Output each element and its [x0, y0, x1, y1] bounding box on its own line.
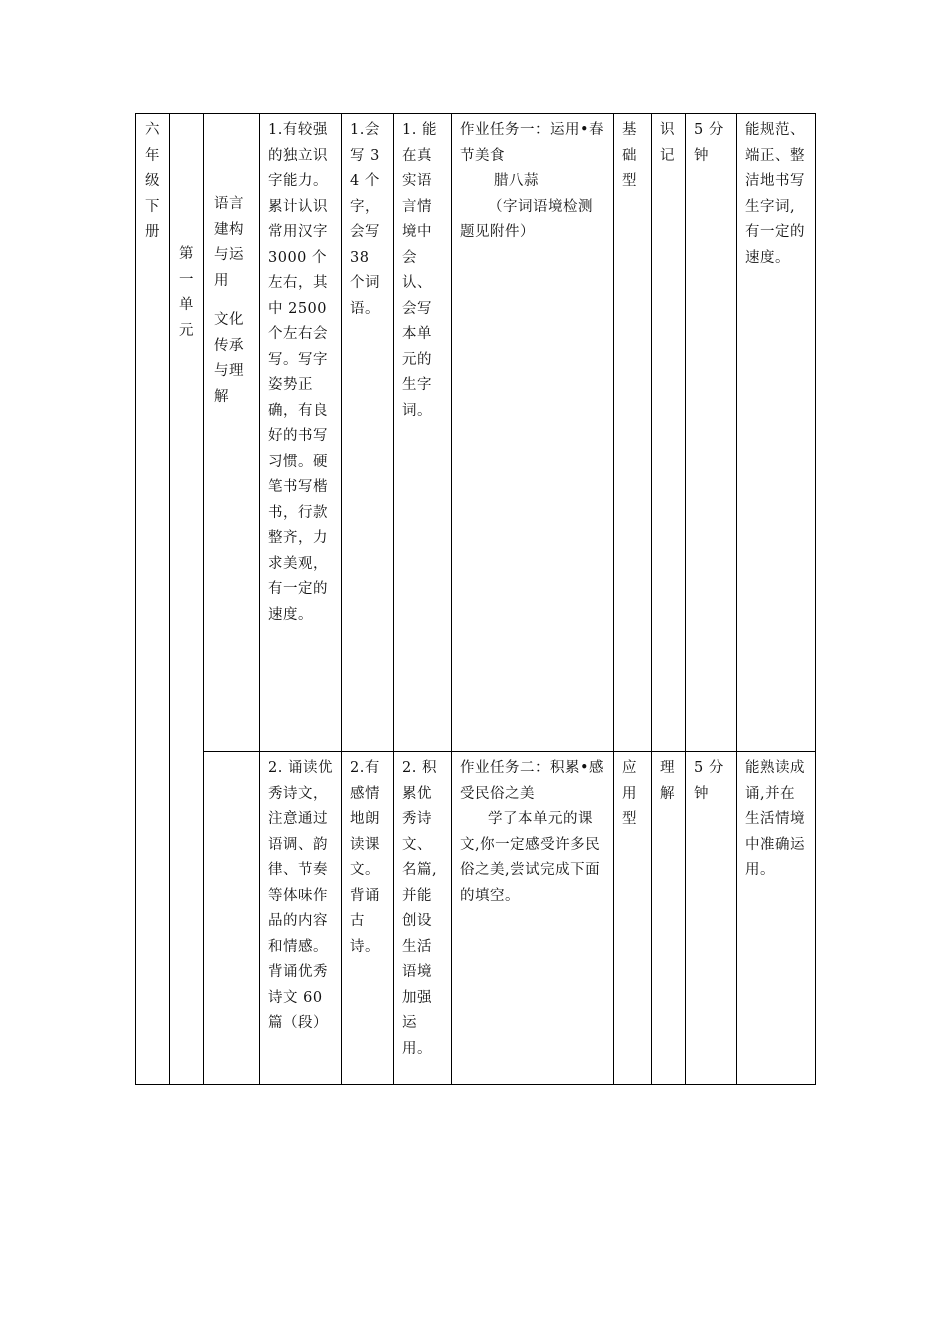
literacy-item: 文化传承与理解: [214, 312, 244, 405]
literacy-cell: [204, 752, 260, 1085]
literacy-item: 语言建构与运用: [214, 196, 244, 289]
standard-cell: 2. 诵读优秀诗文，注意通过语调、韵律、节奏等体味作品的内容和情感。背诵优秀诗文 60 篇（段）: [260, 752, 342, 1085]
task-cell: [452, 114, 614, 752]
type-cell: 基础型: [614, 114, 652, 752]
time-cell: 5 分钟: [686, 752, 737, 1085]
homework-design-table: [135, 113, 816, 1085]
level-cell: 理解: [652, 752, 686, 1085]
lesson-goal-cell: 2. 积累优秀诗文、名篇,并能创设生活语境加强运用。: [394, 752, 452, 1085]
task-body: 学了本单元的课文,你一定感受许多民俗之美,尝试完成下面的填空。: [460, 811, 601, 904]
grade-label: 六年级下册: [145, 122, 160, 240]
unit-label: 第一单元: [179, 246, 194, 339]
level-cell: 识记: [652, 114, 686, 752]
lesson-goal-cell: 1. 能在真实语言情境中会认、会写本单元的生字词。: [394, 114, 452, 752]
literacy-cell: [204, 114, 260, 752]
grade-cell: [136, 114, 170, 1085]
time-cell: 5 分钟: [686, 114, 737, 752]
unit-goal-cell: 2.有感情地朗读课文。背诵古诗。: [342, 752, 394, 1085]
task-cell: [452, 752, 614, 1085]
task-subtitle: 腊八蒜: [494, 173, 539, 189]
criteria-cell: 能规范、端正、整洁地书写生字词,有一定的速度。: [737, 114, 816, 752]
unit-goal-cell: 1.会写 34 个字，会写 38 个词语。: [342, 114, 394, 752]
table-row: [136, 114, 816, 752]
table-row: [136, 752, 816, 1085]
task-title: 作业任务二：积累•感受民俗之美: [460, 760, 605, 802]
standard-cell: 1.有较强的独立识字能力。累计认识常用汉字 3000 个左右，其中 2500 个左右会写。写字姿势正确，有良好的书写习惯。硬笔书写楷书，行款整齐，力求美观，有一定的速度。: [260, 114, 342, 752]
unit-cell: [170, 114, 204, 1085]
task-note: （字词语境检测题见附件）: [460, 198, 593, 240]
criteria-cell: 能熟读成诵,并在生活情境中准确运用。: [737, 752, 816, 1085]
type-cell: 应用型: [614, 752, 652, 1085]
task-title: 作业任务一：运用•春节美食: [460, 122, 605, 164]
